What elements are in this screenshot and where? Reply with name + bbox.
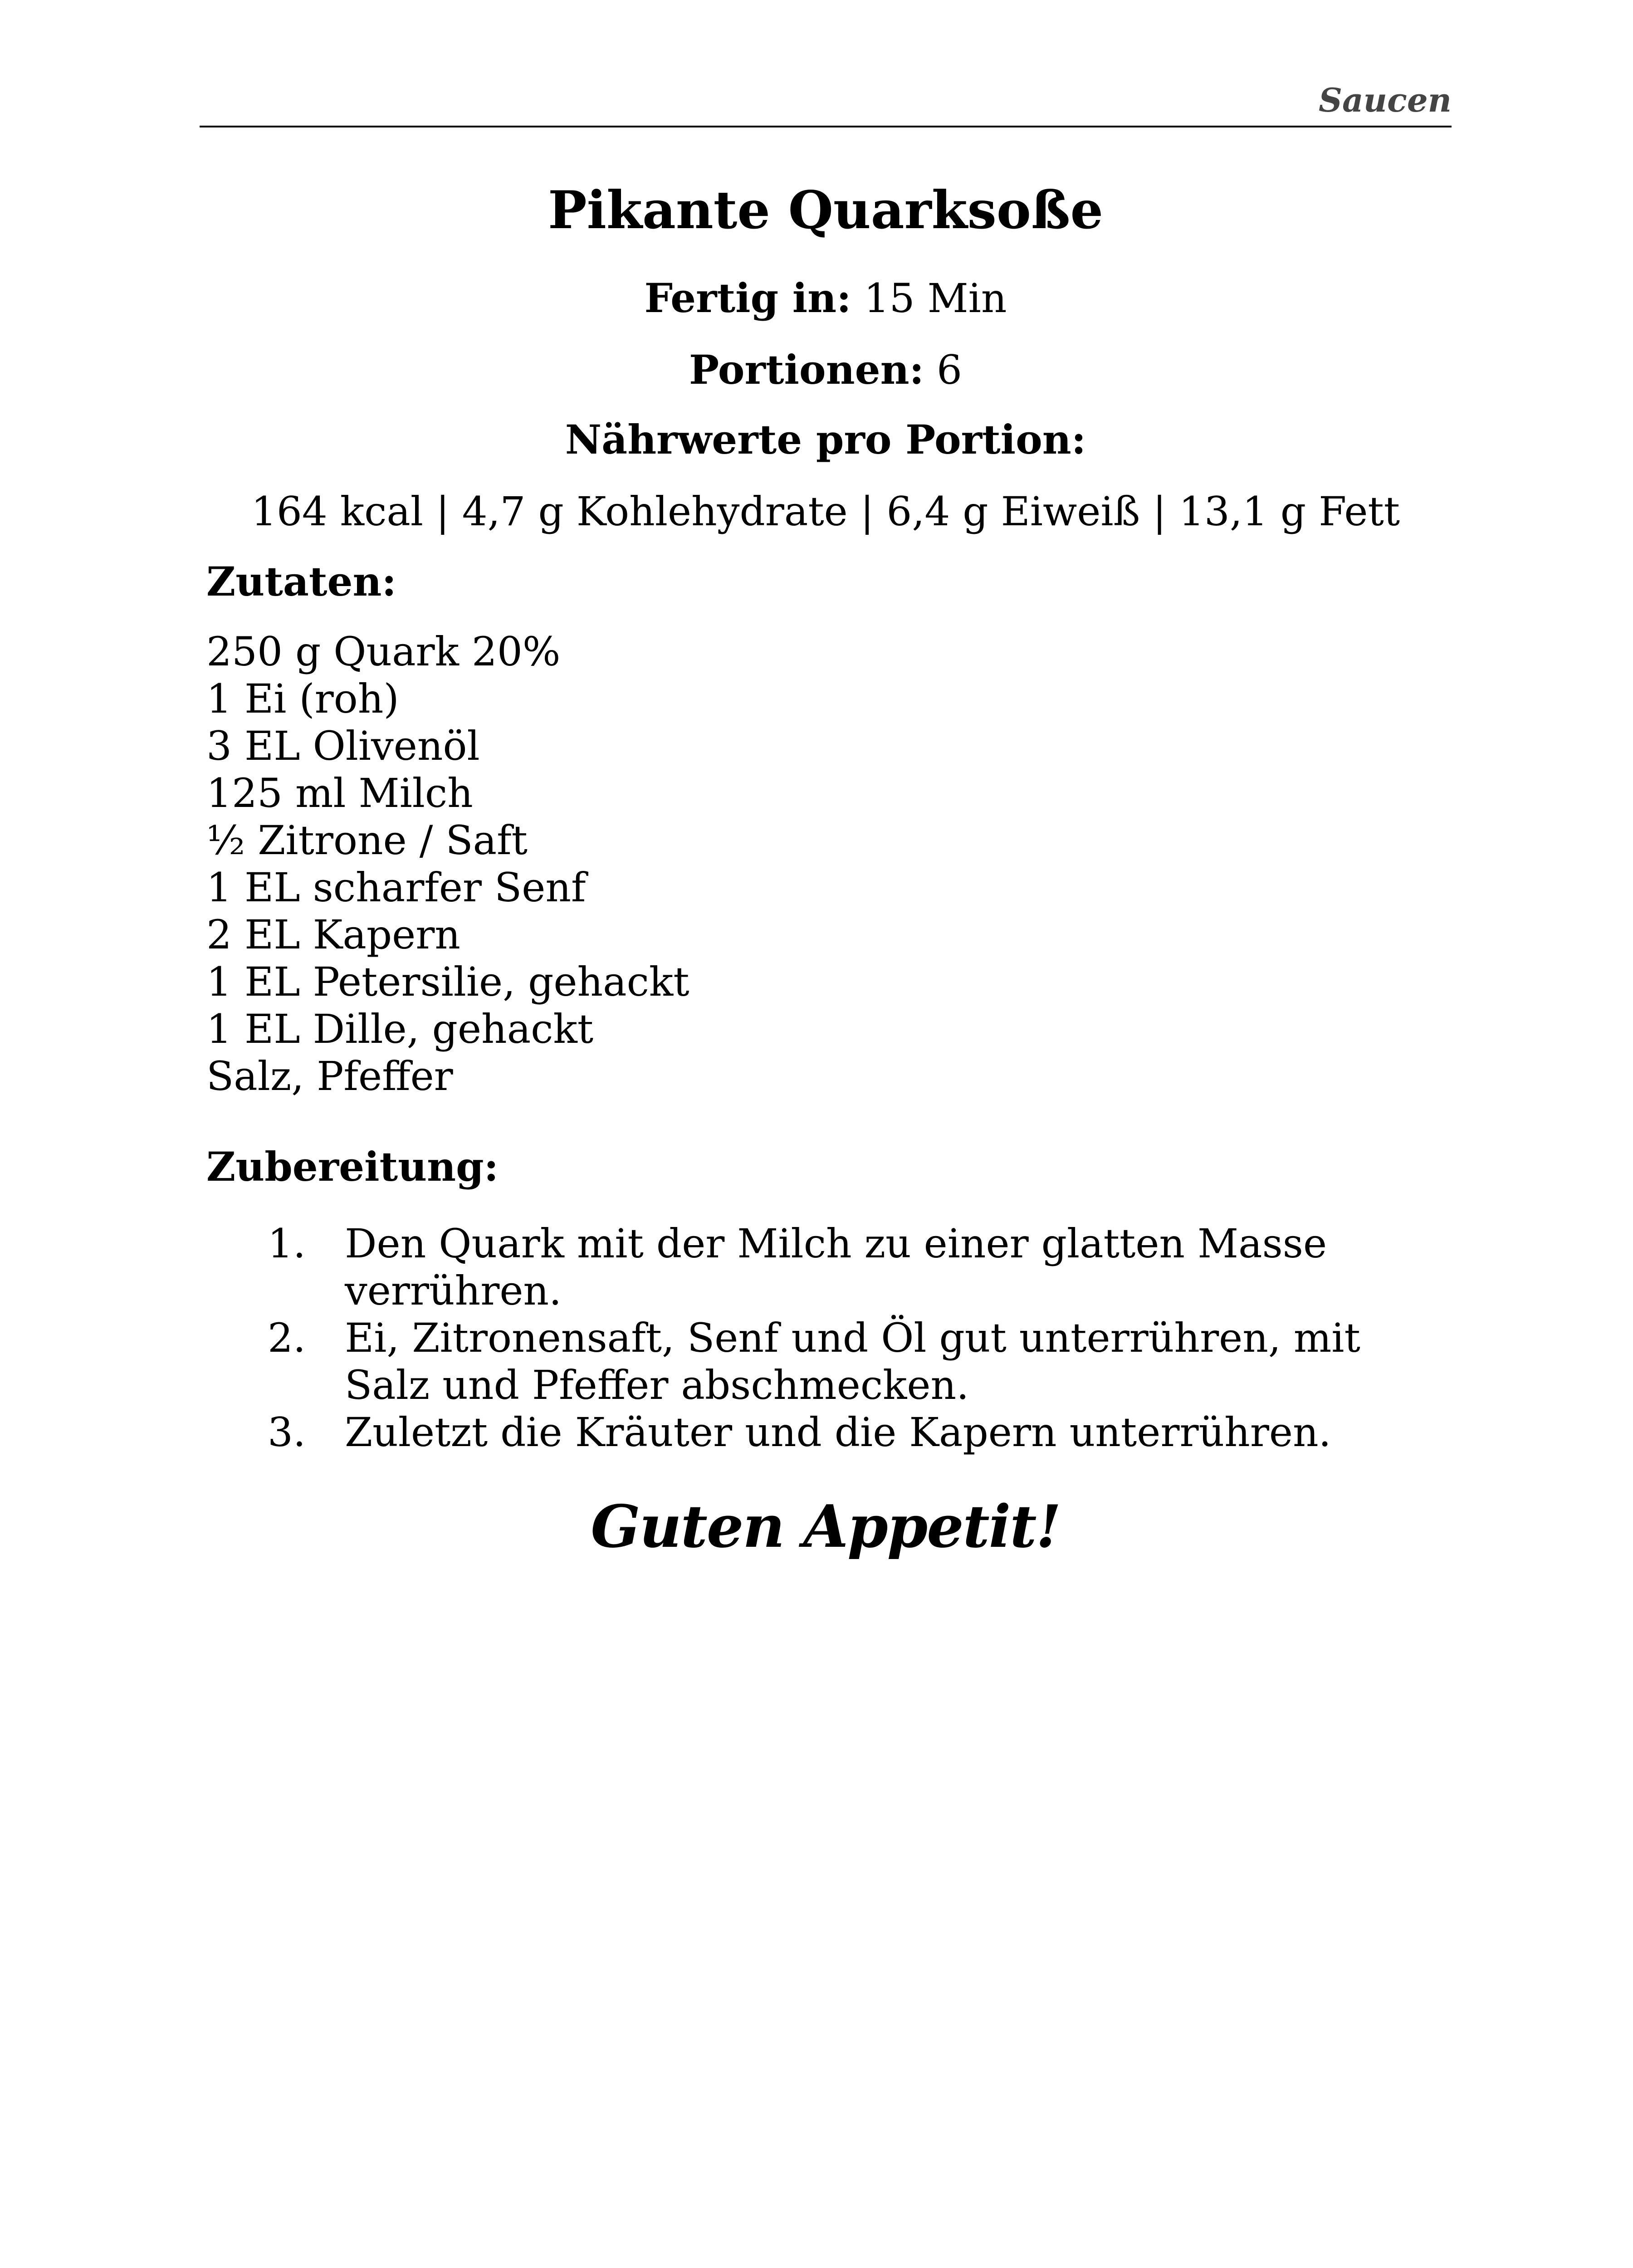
portions-value: 6 — [937, 347, 963, 393]
step-number: 2. — [268, 1315, 306, 1361]
preparation-step — [268, 1315, 1447, 1409]
ingredient-item: 250 g Quark 20% — [206, 628, 561, 675]
step-number: 3. — [268, 1409, 306, 1456]
step-text: Den Quark mit der Milch zu einer glatten Masse verrühren. — [345, 1220, 1327, 1314]
ingredient-item: ½ Zitrone / Saft — [206, 817, 528, 864]
ingredient-item: 125 ml Milch — [206, 770, 473, 816]
preparation-heading: Zubereitung: — [206, 1143, 499, 1190]
ingredient-item: 3 EL Olivenöl — [206, 723, 480, 769]
ingredient-item: 2 EL Kapern — [206, 911, 460, 958]
prep-time-label: Fertig in: — [644, 274, 851, 322]
ingredient-item: 1 EL scharfer Senf — [206, 864, 586, 911]
running-header: Saucen — [1319, 81, 1452, 119]
prep-time — [200, 274, 1452, 323]
nutrition-label: Nährwerte pro Portion: — [565, 416, 1086, 463]
preparation-step — [268, 1220, 1447, 1315]
preparation-steps — [268, 1220, 1447, 1456]
ingredients-list — [206, 628, 689, 1100]
step-text: Ei, Zitronensaft, Senf und Öl gut unterrühren, mit Salz und Pfeffer abschmecken. — [345, 1315, 1360, 1408]
portions — [200, 346, 1452, 394]
portions-label: Portionen: — [689, 346, 924, 393]
step-number: 1. — [268, 1220, 306, 1267]
preparation-step — [268, 1409, 1447, 1456]
ingredient-item: 1 EL Dille, gehackt — [206, 1006, 594, 1052]
closing-greeting: Guten Appetit! — [591, 1493, 1061, 1561]
step-text: Zuletzt die Kräuter und die Kapern unterrühren. — [345, 1409, 1331, 1456]
header-rule — [200, 126, 1452, 127]
recipe-title: Pikante Quarksoße — [548, 180, 1104, 240]
nutrition-values: 164 kcal | 4,7 g Kohlehydrate | 6,4 g Eiweiß | 13,1 g Fett — [251, 488, 1400, 535]
ingredients-heading: Zutaten: — [206, 558, 396, 605]
ingredient-item: Salz, Pfeffer — [206, 1053, 453, 1100]
ingredient-item: 1 EL Petersilie, gehackt — [206, 958, 689, 1005]
ingredient-item: 1 Ei (roh) — [206, 675, 399, 722]
prep-time-value: 15 Min — [864, 275, 1007, 322]
